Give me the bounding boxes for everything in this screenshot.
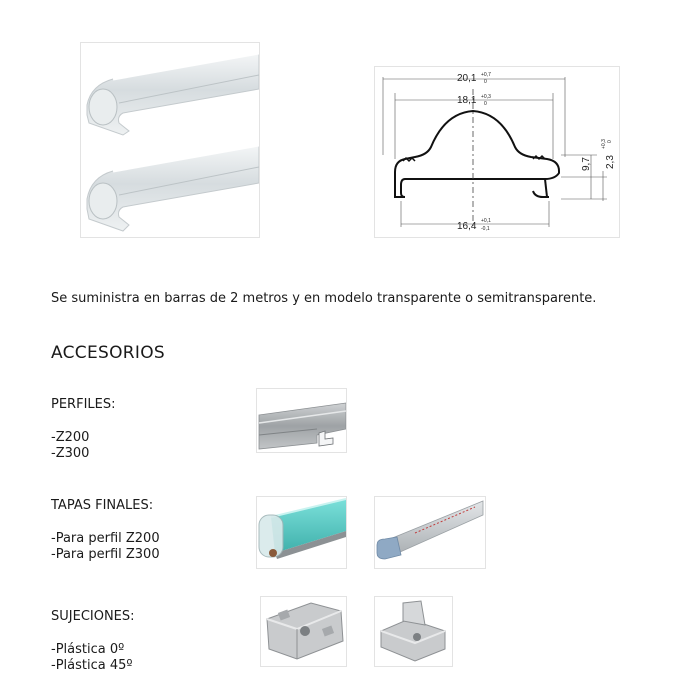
tapas-title: TAPAS FINALES:: [51, 498, 154, 513]
dim-height-value: 9,7: [581, 157, 592, 171]
dim-mid-value: 18,1: [457, 95, 477, 106]
clip-0-photo: [260, 596, 347, 667]
sujeciones-item-45: -Plástica 45º: [51, 658, 133, 673]
accessories-heading: ACCESORIOS: [51, 343, 165, 363]
diffuser-bar-upper: [87, 53, 259, 135]
end-cap-z300-photo: [374, 496, 486, 569]
perfiles-title: PERFILES:: [51, 397, 116, 412]
dim-top-value: 20,1: [457, 73, 477, 84]
dim-top-tol-minus: 0: [484, 79, 487, 85]
dim-bottom-tol-plus: +0,1: [481, 218, 491, 224]
perfiles-item-z200: -Z200: [51, 430, 90, 445]
diffuser-bar-lower: [87, 145, 259, 231]
tapas-item-z300: -Para perfil Z300: [51, 547, 160, 562]
dim-lip-tol-plus: +0,3: [601, 139, 607, 149]
clip-45-photo: [374, 596, 453, 667]
perfiles-item-z300: -Z300: [51, 446, 90, 461]
tapas-item-z200: -Para perfil Z200: [51, 531, 160, 546]
sujeciones-item-0: -Plástica 0º: [51, 642, 125, 657]
dim-mid-tol-minus: 0: [484, 101, 487, 107]
end-cap-z200-photo: [256, 496, 347, 569]
dim-bottom-tol-minus: -0,1: [481, 226, 490, 232]
aluminium-profile-photo: [256, 388, 347, 453]
dim-lip-tol-minus: 0: [607, 140, 613, 143]
sujeciones-title: SUJECIONES:: [51, 609, 135, 624]
dim-top-tol-plus: +0,7: [481, 72, 491, 78]
dim-mid-tol-plus: +0,3: [481, 94, 491, 100]
profile-outline: [395, 111, 559, 197]
diffuser-photo: [80, 42, 260, 238]
dim-lip-value: 2,3: [605, 155, 616, 169]
technical-drawing: [374, 66, 620, 238]
intro-text: Se suministra en barras de 2 metros y en modelo transparente o semitransparente.: [51, 291, 597, 306]
dim-bottom-value: 16,4: [457, 221, 477, 232]
